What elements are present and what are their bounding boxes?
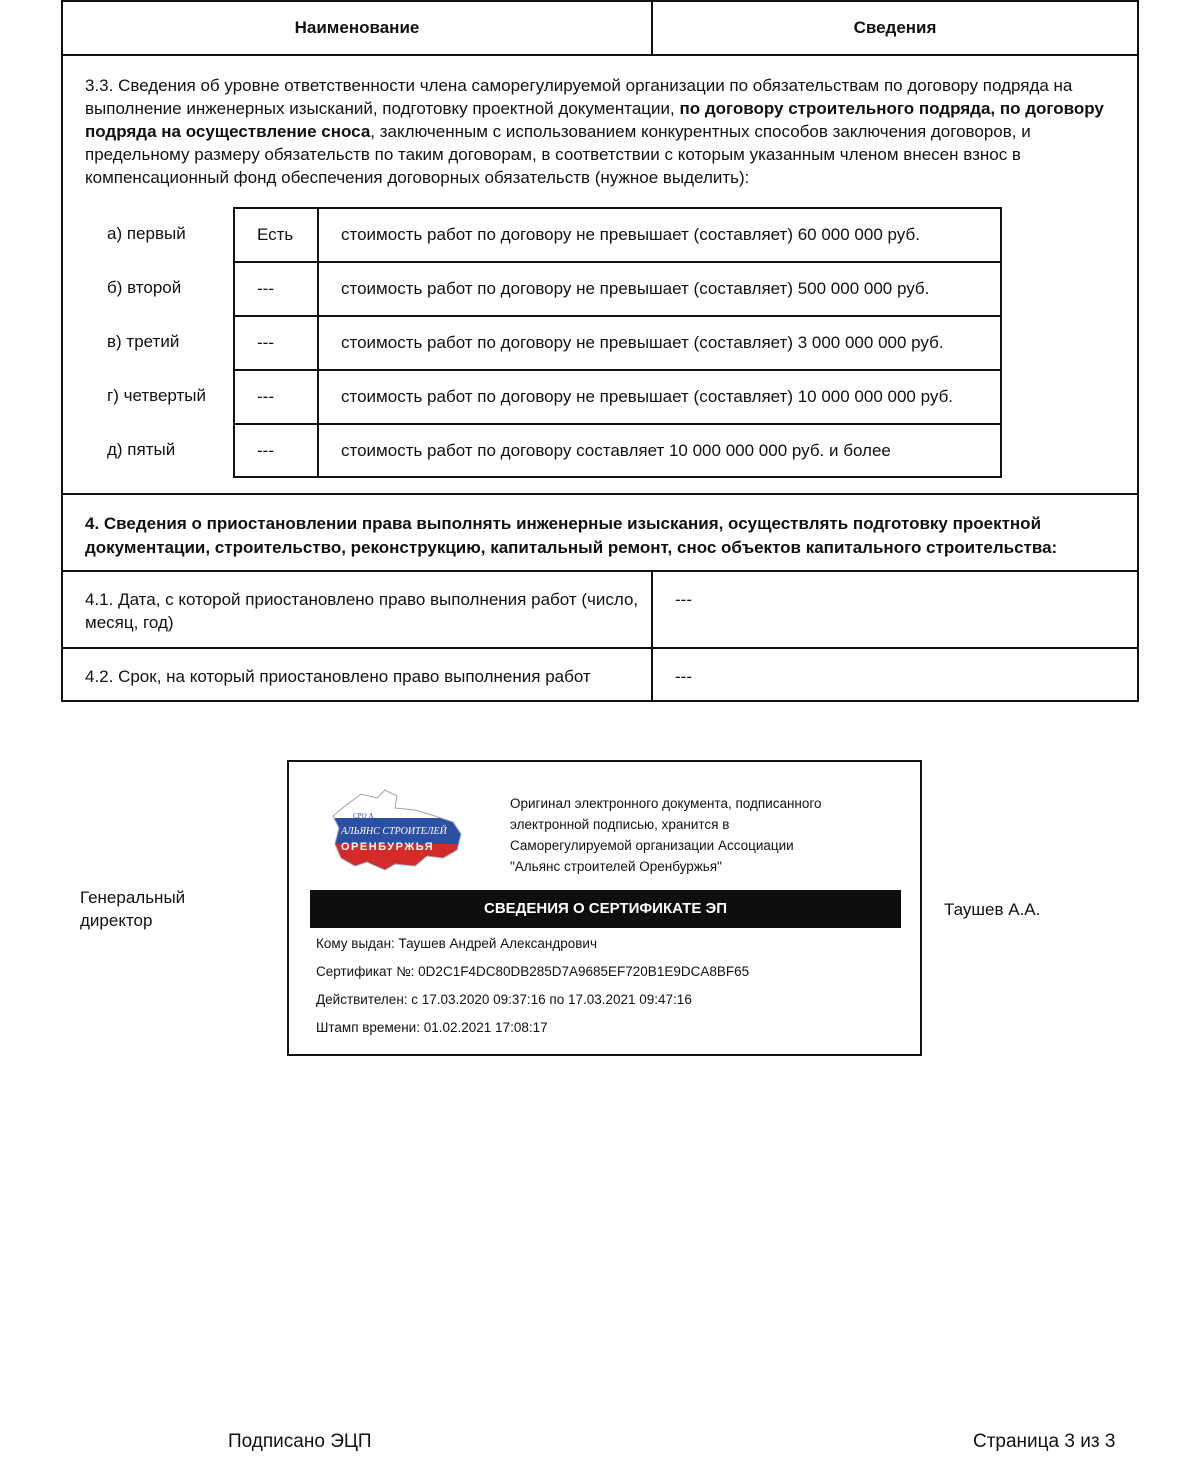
stamp-notice-line: электронной подписью, хранится в xyxy=(510,817,730,832)
level-mark: Есть xyxy=(235,209,319,261)
row-4-2-label: 4.2. Срок, на который приостановлено право выполнения работ xyxy=(63,649,653,702)
footer-signed: Подписано ЭЦП xyxy=(228,1431,372,1452)
footer-page-number: Страница 3 из 3 xyxy=(973,1431,1116,1452)
level-label: в) третий xyxy=(107,332,180,351)
cert-issued-to: Кому выдан: Таушев Андрей Александрович xyxy=(316,936,597,951)
stamp-notice-line: Оригинал электронного документа, подписанного xyxy=(510,796,822,811)
section-3-3-text xyxy=(85,74,1120,189)
logo-line1-text: АЛЬЯНС СТРОИТЕЛЕЙ xyxy=(341,826,447,837)
table-row xyxy=(63,572,1137,649)
table-row xyxy=(235,317,1000,371)
level-description: стоимость работ по договору не превышает (составляет) 500 000 000 руб. xyxy=(341,279,930,298)
header-name: Наименование xyxy=(63,2,653,54)
signer-name: Таушев А.А. xyxy=(944,900,1041,919)
header-info: Сведения xyxy=(853,18,937,37)
section-3-3-bold: по договору строительного подряда, по договору подряда на осуществление сноса xyxy=(85,99,1104,141)
stamp-notice-line: Саморегулируемой организации Ассоциации xyxy=(510,838,794,853)
cert-validity: Действителен: с 17.03.2020 09:37:16 по 17.03.2021 09:47:16 xyxy=(316,992,692,1007)
signature-stamp xyxy=(287,760,922,1056)
level-mark: --- xyxy=(235,317,319,369)
level-description: стоимость работ по договору не превышает (составляет) 3 000 000 000 руб. xyxy=(341,333,944,352)
sro-logo-icon xyxy=(331,788,465,872)
table-row xyxy=(235,263,1000,317)
level-description: стоимость работ по договору не превышает (составляет) 10 000 000 000 руб. xyxy=(341,387,954,406)
table-row xyxy=(63,649,1137,702)
level-label: г) четвертый xyxy=(107,386,206,405)
level-label: д) пятый xyxy=(107,440,176,459)
signer-position: Генеральный директор xyxy=(80,888,186,930)
cert-number: Сертификат №: 0D2C1F4DC80DB285D7A9685EF720B1E9DCA8BF65 xyxy=(316,964,750,979)
table-row xyxy=(235,209,1000,263)
level-label: б) второй xyxy=(107,278,182,297)
level-label: а) первый xyxy=(107,224,186,243)
section-4 xyxy=(63,493,1137,572)
row-4-1-value: --- xyxy=(675,590,692,609)
row-4-2-value: --- xyxy=(675,667,692,686)
cert-timestamp: Штамп времени: 01.02.2021 17:08:17 xyxy=(316,1020,548,1035)
row-4-1-label: 4.1. Дата, с которой приостановлено право выполнения работ (число, месяц, год) xyxy=(63,572,653,647)
cert-title-bar: СВЕДЕНИЯ О СЕРТИФИКАТЕ ЭП xyxy=(310,890,901,928)
logo-line2-text: ОРЕНБУРЖЬЯ xyxy=(341,841,435,853)
stamp-notice-line: "Альянс строителей Оренбуржья" xyxy=(510,859,722,874)
table-row xyxy=(235,371,1000,425)
section-3-3-part3: , заключенным с использованием конкурентных способов заключения договоров, и предельному размеру обязательств по таким договорам, в соответствии с которым указанным членом внесен взнос в компенсационный фонд обеспечения договорных обязательств (нужное выделить): xyxy=(85,122,1031,187)
info-table xyxy=(61,0,1139,702)
level-mark: --- xyxy=(235,263,319,315)
level-description: стоимость работ по договору не превышает (составляет) 60 000 000 руб. xyxy=(341,225,920,244)
level-description: стоимость работ по договору составляет 10 000 000 000 руб. и более xyxy=(341,441,891,460)
table-row xyxy=(235,425,1000,479)
level-mark: --- xyxy=(235,425,319,477)
logo-sro-text: СРО А xyxy=(353,812,374,820)
levels-table xyxy=(233,207,1002,478)
stamp-notice xyxy=(510,793,890,877)
level-mark: --- xyxy=(235,371,319,423)
table-header xyxy=(63,2,1137,56)
section-4-title: 4. Сведения о приостановлении права выполнять инженерные изыскания, осуществлять подготовку проектной документации, строительство, реконструкцию, капитальный ремонт, снос объектов капитального строительства: xyxy=(85,514,1058,557)
section-3-3-part1: 3.3. Сведения об уровне ответственности члена саморегулируемой организации по обязательствам по договору подряда на выполнение инженерных изысканий, подготовку проектной документации, xyxy=(85,76,1073,118)
